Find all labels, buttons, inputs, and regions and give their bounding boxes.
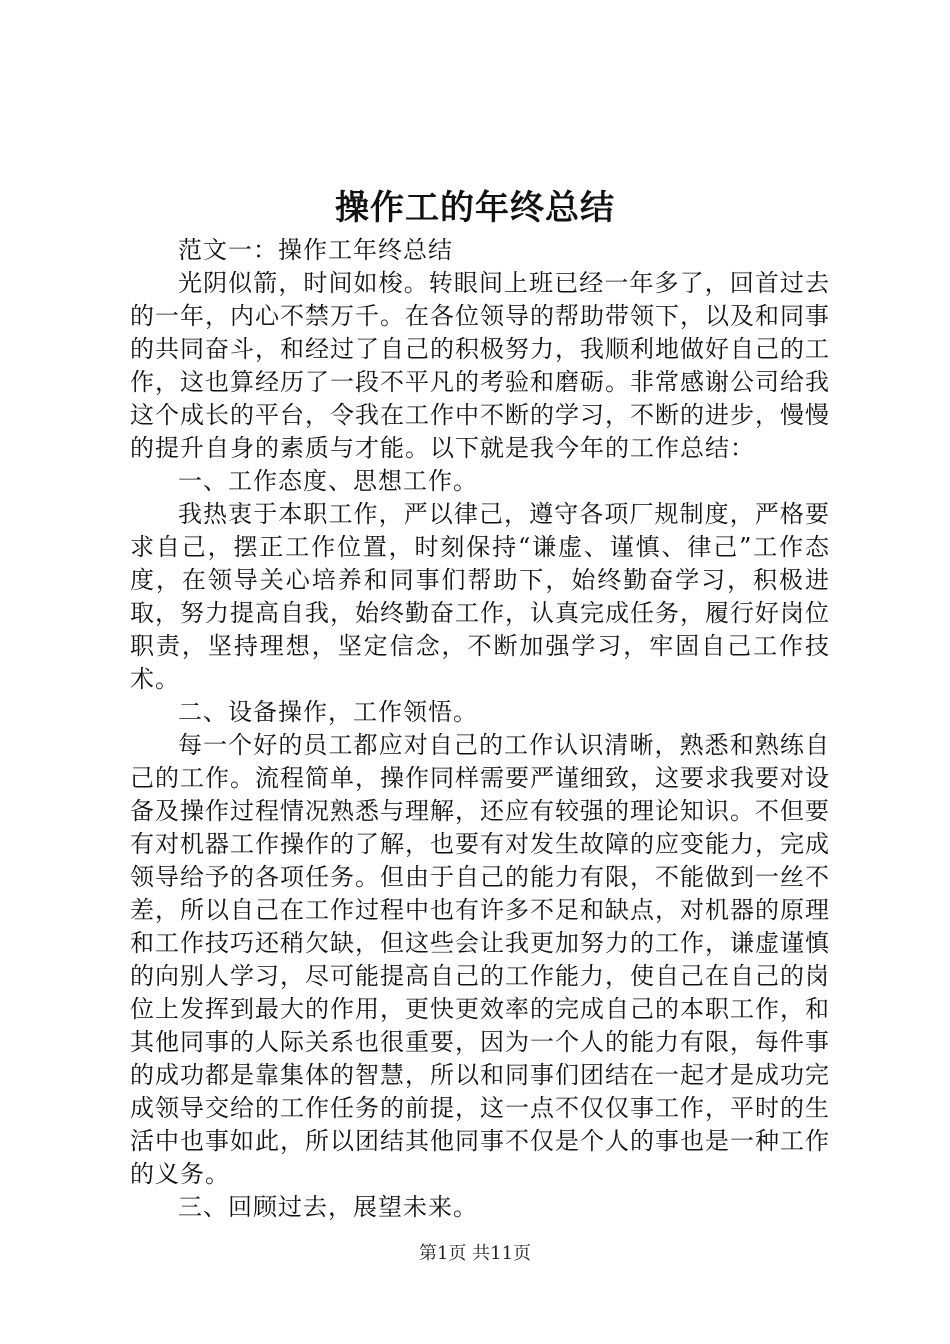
section-heading-3: 三、回顾过去，展望未来。 (178, 1193, 478, 1221)
section-heading-sample: 范文一：操作工年终总结 (178, 236, 453, 264)
paragraph-intro: 光阴似箭，时间如梭。转眼间上班已经一年多了，回首过去的一年，内心不禁万千。在各位领导的帮助带领下，以及和同事的共同奋斗，和经过了自己的积极努力，我顺利地做好自己的工作，这也算经历了一段不平凡的考验和磨砺。非常感谢公司给我这个成长的平台，令我在工作中不断的学习，不断的进步，慢慢的提升自身的素质与才能。以下就是我今年的工作总结： (130, 269, 830, 462)
document-title: 操作工的年终总结 (335, 188, 615, 228)
document-body (130, 234, 830, 1224)
section-heading-2: 二、设备操作，工作领悟。 (178, 698, 478, 726)
section-heading-1: 一、工作态度、思想工作。 (178, 467, 478, 495)
paragraph-attitude: 我热衷于本职工作，严以律己，遵守各项厂规制度，严格要求自己，摆正工作位置，时刻保持“谦虚、谨慎、律己”工作态度，在领导关心培养和同事们帮助下，始终勤奋学习，积极进取，努力提高自我，始终勤奋工作，认真完成任务，履行好岗位职责，坚持理想，坚定信念，不断加强学习，牢固自己工作技术。 (130, 500, 830, 693)
paragraph-equipment: 每一个好的员工都应对自己的工作认识清晰，熟悉和熟练自己的工作。流程简单，操作同样需要严谨细致，这要求我要对设备及操作过程情况熟悉与理解，还应有较强的理论知识。不但要有对机器工作操作的了解，也要有对发生故障的应变能力，完成领导给予的各项任务。但由于自己的能力有限，不能做到一丝不差，所以自己在工作过程中也有许多不足和缺点，对机器的原理和工作技巧还稍欠缺，但这些会让我更加努力的工作，谦虚谨慎的向别人学习，尽可能提高自己的工作能力，使自己在自己的岗位上发挥到最大的作用，更快更效率的完成自己的本职工作，和其他同事的人际关系也很重要，因为一个人的能力有限，每件事的成功都是靠集体的智慧，所以和同事们团结在一起才是成功完成领导交给的工作任务的前提，这一点不仅仅事工作，平时的生活中也事如此，所以团结其他同事不仅是个人的事也是一种工作的义务。 (130, 731, 830, 1188)
page-number-footer: 第1页 共11页 (418, 1243, 532, 1264)
